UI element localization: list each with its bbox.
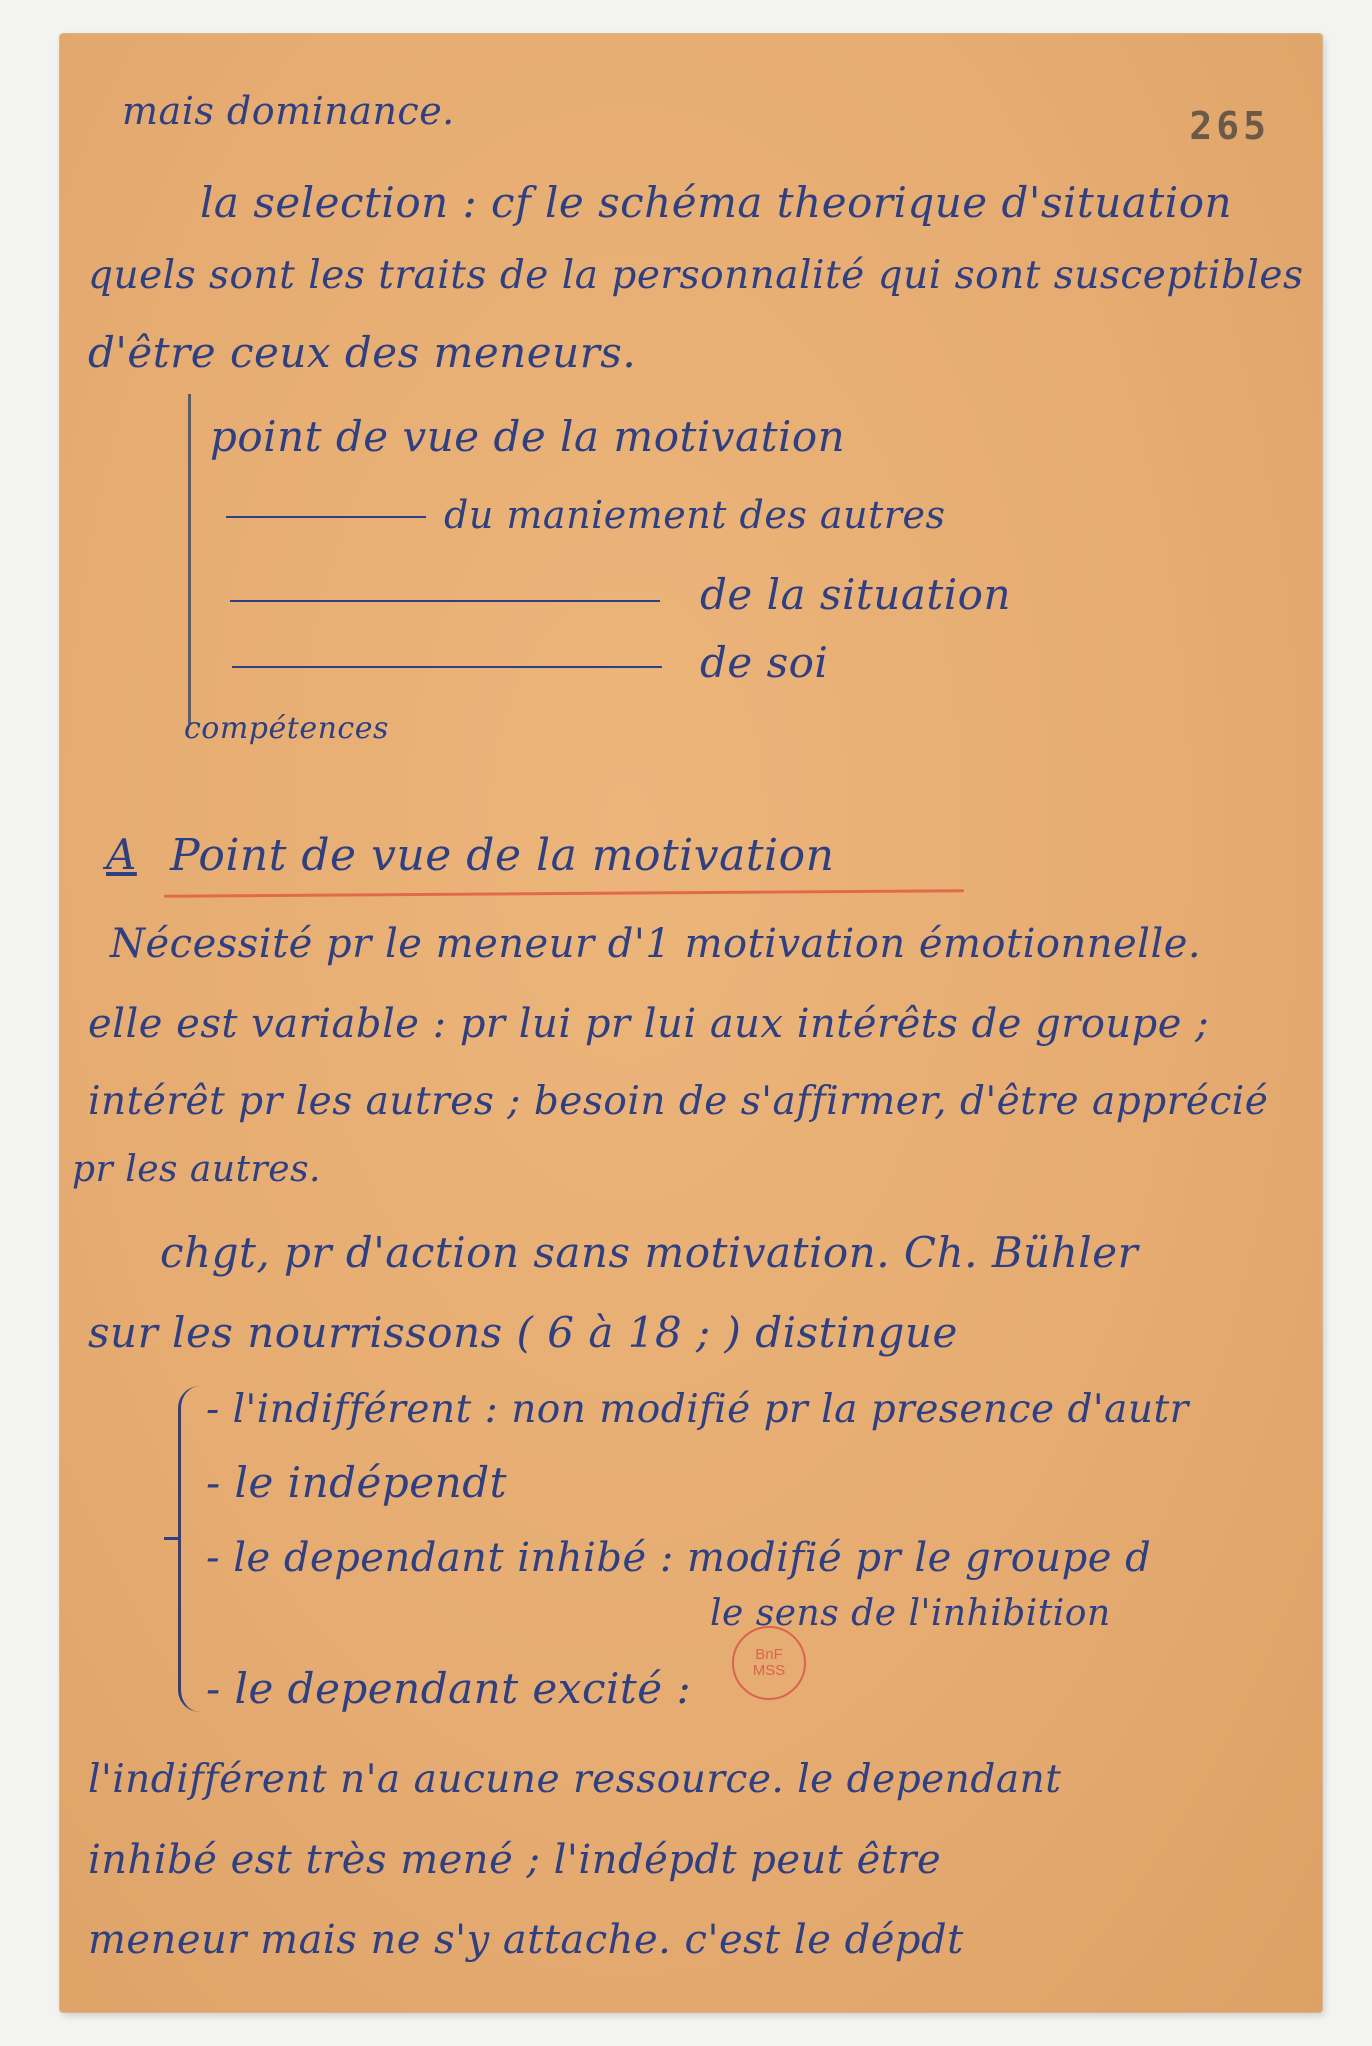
text-line: sur les nourrissons ( 6 à 18 ; ) distingue <box>88 1308 958 1357</box>
text-line: point de vue de la motivation <box>210 412 846 461</box>
text-line: meneur mais ne s'y attache. c'est le dépdt <box>88 1917 964 1963</box>
text-line: de soi <box>700 638 829 687</box>
text-line: elle est variable : pr lui pr lui aux intérêts de groupe ; <box>88 1001 1210 1047</box>
text-line: d'être ceux des meneurs. <box>88 328 637 377</box>
text-line: mais dominance. <box>122 89 455 133</box>
text-line: inhibé est très mené ; l'indépdt peut être <box>88 1837 942 1883</box>
text-line: intérêt pr les autres ; besoin de s'affirmer, d'être apprécié <box>88 1079 1269 1124</box>
list-brace <box>178 1386 203 1712</box>
margin-bracket-line <box>188 394 191 724</box>
manuscript-page <box>60 34 1322 2012</box>
dash-line <box>226 516 426 518</box>
text-line: chgt, pr d'action sans motivation. Ch. Bühler <box>160 1228 1139 1277</box>
text-line: compétences <box>184 711 389 746</box>
library-stamp <box>732 1626 806 1700</box>
heading-underline <box>164 889 964 898</box>
section-heading: Point de vue de la motivation <box>170 830 835 881</box>
list-item: - le indépendt <box>206 1458 507 1507</box>
dash-line <box>232 666 662 668</box>
list-brace-tip <box>164 1537 180 1540</box>
text-line: la selection : cf le schéma theorique d'situation <box>200 178 1233 227</box>
text-line: pr les autres. <box>72 1149 321 1190</box>
text-line: Nécessité pr le meneur d'1 motivation émotionnelle. <box>110 921 1202 967</box>
list-item: - le dependant excité : <box>206 1664 692 1713</box>
text-line: l'indifférent n'a aucune ressource. le dependant <box>88 1757 1062 1802</box>
text-line: de la situation <box>700 570 1012 619</box>
text-line: du maniement des autres <box>444 493 946 537</box>
list-item: - l'indifférent : non modifié pr la presence d'autr <box>206 1387 1189 1432</box>
page-number: 265 <box>1189 104 1270 148</box>
stamp-text: MSS <box>752 1662 786 1679</box>
dash-line <box>230 600 660 602</box>
text-line: quels sont les traits de la personnalité qui sont susceptibles <box>88 253 1304 298</box>
list-item-continuation: le sens de l'inhibition <box>710 1593 1111 1634</box>
stamp-text: BnF <box>755 1645 783 1663</box>
section-marker: A <box>106 830 137 879</box>
list-item: - le dependant inhibé : modifié pr le groupe d <box>206 1535 1152 1581</box>
